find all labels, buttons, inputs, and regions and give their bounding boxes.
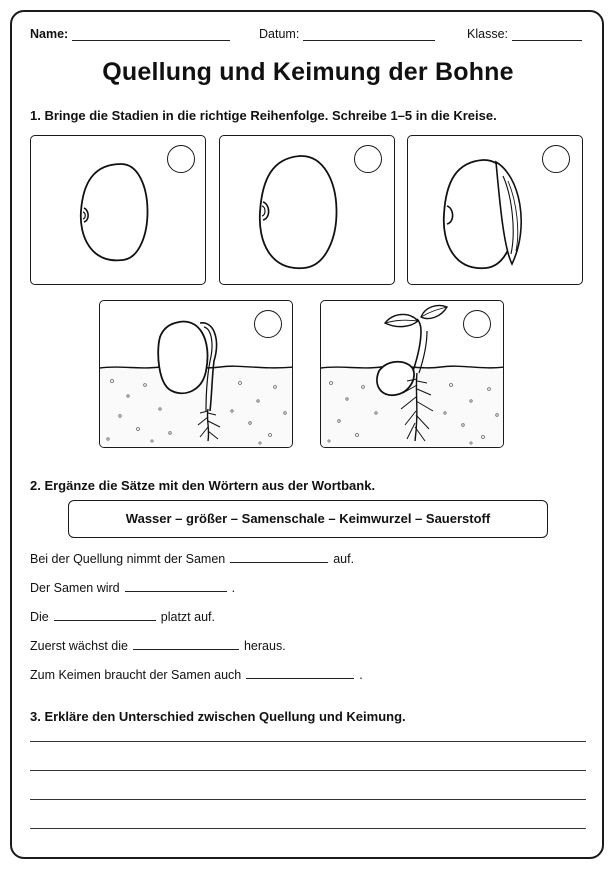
order-circle[interactable] [167, 145, 195, 173]
sentence-1 [30, 551, 354, 566]
class-field[interactable] [467, 27, 582, 41]
sentence-4 [30, 638, 286, 653]
sentence-text: Zuerst wächst die [30, 639, 128, 653]
stage-panel-root-emerging [99, 300, 293, 448]
class-line[interactable] [512, 27, 582, 41]
name-label: Name: [30, 27, 69, 41]
order-circle[interactable] [542, 145, 570, 173]
answer-blank[interactable] [125, 580, 227, 592]
date-line[interactable] [303, 27, 435, 41]
class-label: Klasse: [467, 27, 508, 41]
sentence-text: . [231, 581, 236, 595]
sentence-text: Zum Keimen braucht der Samen auch [30, 668, 242, 682]
writing-line[interactable] [30, 770, 586, 771]
writing-line[interactable] [30, 741, 586, 742]
task1-prompt: 1. Bringe die Stadien in die richtige Reihenfolge. Schreibe 1–5 in die Kreise. [30, 108, 497, 123]
task3-prompt: 3. Erkläre den Unterschied zwischen Quellung und Keimung. [30, 709, 406, 724]
sentence-2 [30, 580, 235, 595]
word-bank: Wasser – größer – Samenschale – Keimwurzel – Sauerstoff [68, 500, 548, 538]
sentence-text: Die [30, 610, 49, 624]
sentence-5 [30, 667, 363, 682]
stage-panel-seedling [320, 300, 504, 448]
stage-panel-swollen-bean [219, 135, 395, 285]
order-circle[interactable] [254, 310, 282, 338]
sentence-text: Bei der Quellung nimmt der Samen [30, 552, 226, 566]
order-circle[interactable] [463, 310, 491, 338]
task2-prompt: 2. Ergänze die Sätze mit den Wörtern aus der Wortbank. [30, 478, 376, 493]
writing-line[interactable] [30, 799, 586, 800]
answer-blank[interactable] [246, 667, 354, 679]
sentence-text: auf. [333, 552, 355, 566]
page-title: Quellung und Keimung der Bohne [102, 58, 514, 86]
name-field[interactable] [30, 27, 230, 41]
sentence-text: Der Samen wird [30, 581, 120, 595]
date-label: Datum: [259, 27, 300, 41]
name-line[interactable] [72, 27, 230, 41]
sentence-text: heraus. [243, 639, 286, 653]
answer-blank[interactable] [54, 609, 156, 621]
date-field[interactable] [259, 27, 435, 41]
sentence-3 [30, 609, 215, 624]
stage-panel-cracked-seed-coat [407, 135, 583, 285]
stage-panel-dry-bean [30, 135, 206, 285]
answer-blank[interactable] [230, 551, 328, 563]
writing-line[interactable] [30, 828, 586, 829]
sentence-text: . [359, 668, 363, 682]
order-circle[interactable] [354, 145, 382, 173]
answer-blank[interactable] [133, 638, 239, 650]
sentence-text: platzt auf. [160, 610, 215, 624]
